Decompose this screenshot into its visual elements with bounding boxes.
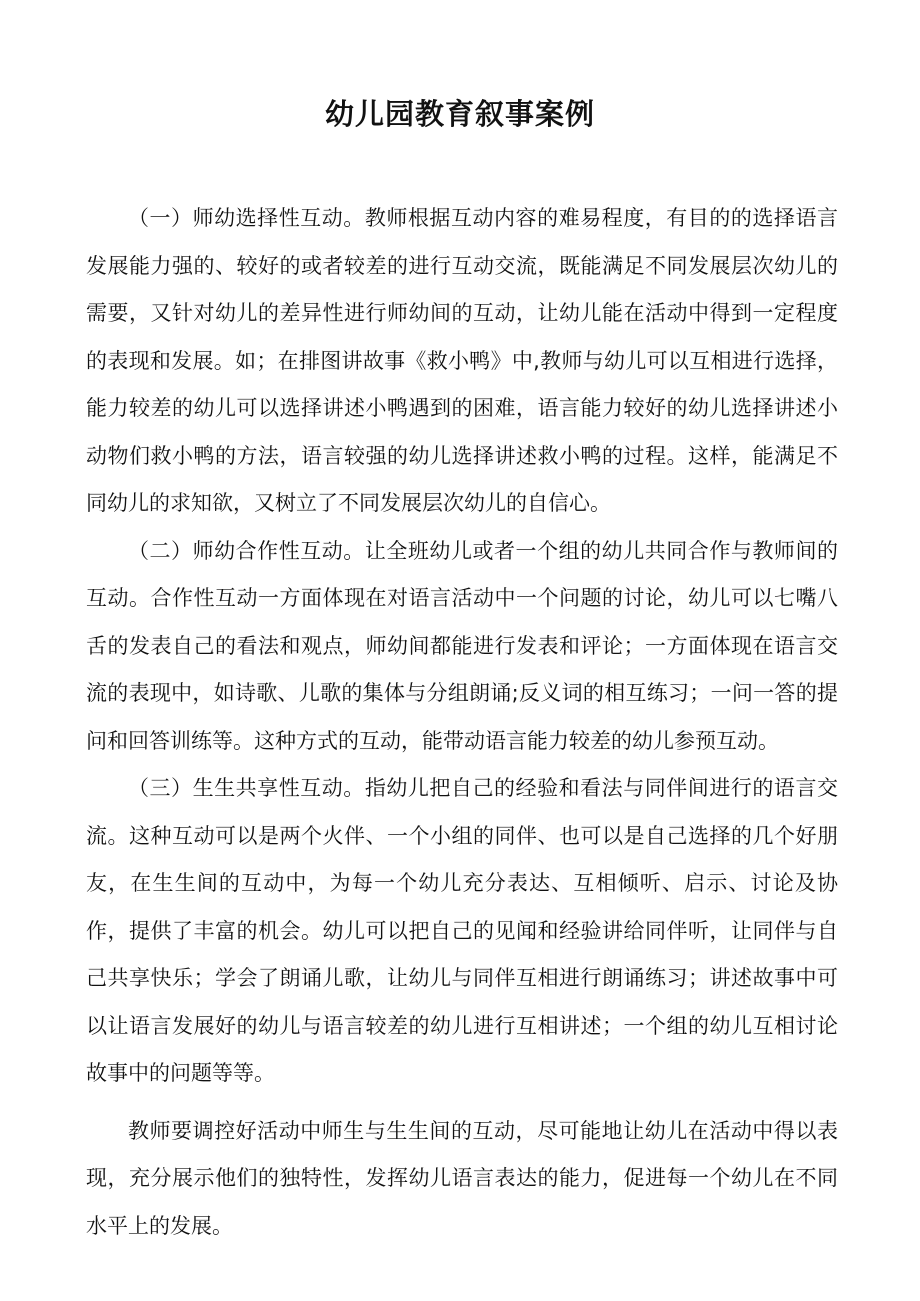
document-title: 幼儿园教育叙事案例	[324, 97, 595, 131]
paragraph-teacher-child-selective-interaction: （一）师幼选择性互动。教师根据互动内容的难易程度，有目的的选择语言发展能力强的、较好的或者较差的进行互动交流，既能满足不同发展层次幼儿的需要，又针对幼儿的差异性进行师幼间的互动，让幼儿能在活动中得到一定程度的表现和发展。如；在排图讲故事《救小鸭》中,教师与幼儿可以互相进行选择，能力较差的幼儿可以选择讲述小鸭遇到的困难，语言能力较好的幼儿选择讲述小动物们救小鸭的方法，语言较强的幼儿选择讲述救小鸭的过程。这样，能满足不同幼儿的求知欲，又树立了不同发展层次幼儿的自信心。	[86, 206, 838, 515]
paragraph-teacher-child-cooperative-interaction: （二）师幼合作性互动。让全班幼儿或者一个组的幼儿共同合作与教师间的互动。合作性互动一方面体现在对语言活动中一个问题的讨论，幼儿可以七嘴八舌的发表自己的看法和观点，师幼间都能进行发表和评论；一方面体现在语言交流的表现中，如诗歌、儿歌的集体与分组朗诵;反义词的相互练习；一问一答的提问和回答训练等。这种方式的互动，能带动语言能力较差的幼儿参预互动。	[86, 538, 838, 753]
document-body	[86, 195, 838, 1250]
paragraph-peer-sharing-interaction: （三）生生共享性互动。指幼儿把自己的经验和看法与同伴间进行的语言交流。这种互动可以是两个火伴、一个小组的同伴、也可以是自己选择的几个好朋友，在生生间的互动中，为每一个幼儿充分表达、互相倾听、启示、讨论及协作，提供了丰富的机会。幼儿可以把自己的见闻和经验讲给同伴听，让同伴与自己共享快乐；学会了朗诵儿歌，让幼儿与同伴互相进行朗诵练习；讲述故事中可以让语言发展好的幼儿与语言较差的幼儿进行互相讲述；一个组的幼儿互相讨论故事中的问题等等。	[86, 776, 838, 1085]
paragraph-conclusion: 教师要调控好活动中师生与生生间的互动，尽可能地让幼儿在活动中得以表现，充分展示他们的独特性，发挥幼儿语言表达的能力，促进每一个幼儿在不同水平上的发展。	[86, 1118, 838, 1238]
